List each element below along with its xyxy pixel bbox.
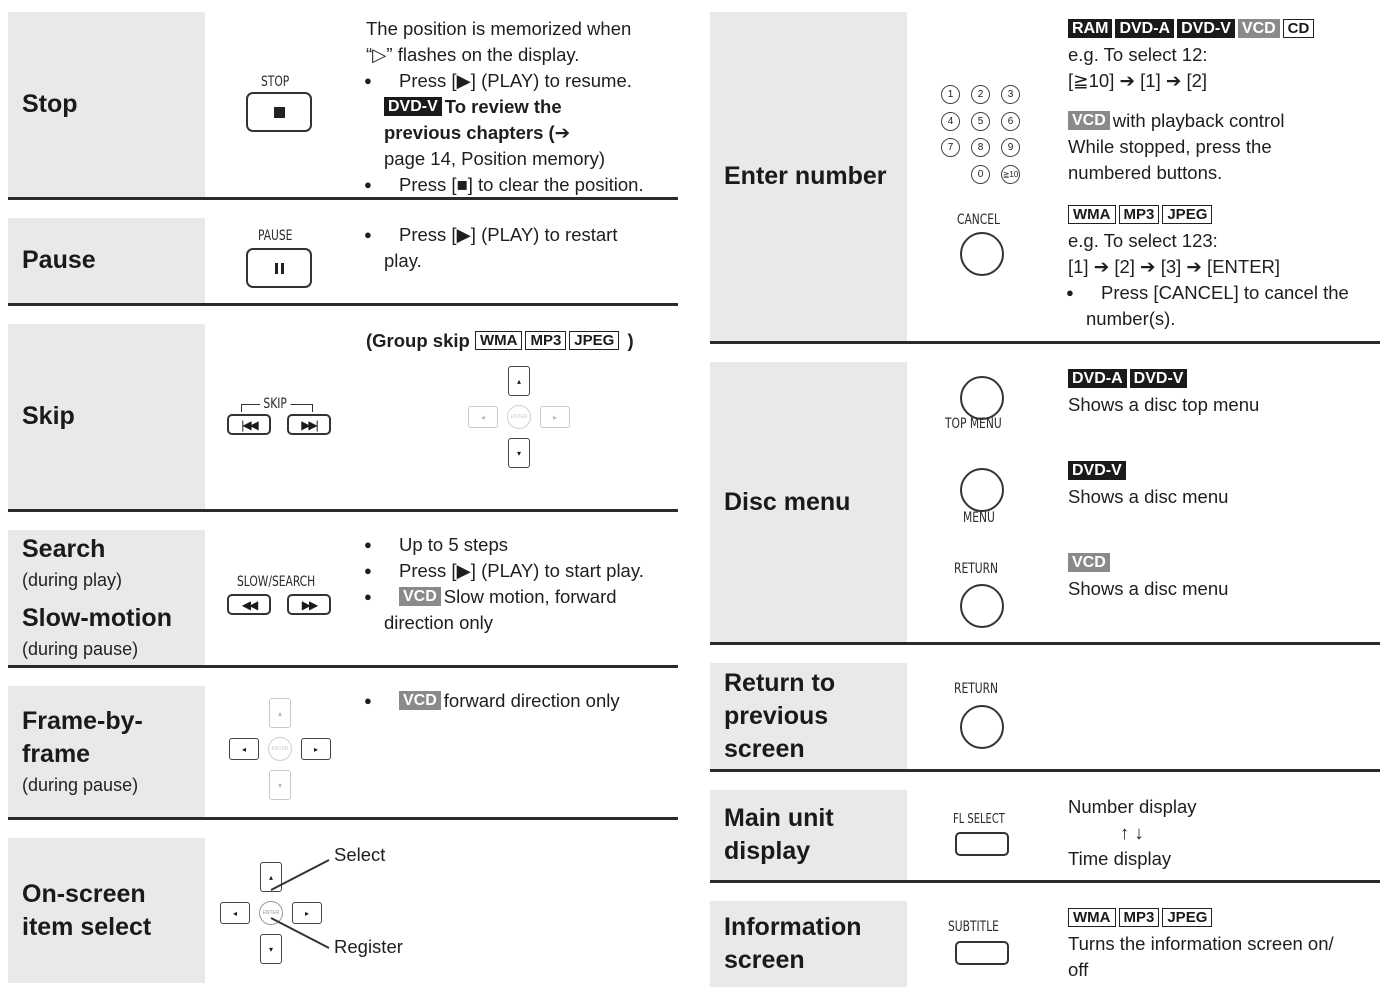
title-slow-sub: (during pause)	[22, 638, 139, 659]
search-bullet-steps: ● Up to 5 steps	[366, 532, 678, 558]
button-zone	[205, 324, 353, 509]
dpad-right-button[interactable]: ▸	[301, 738, 331, 760]
title-info-a: Information	[724, 913, 862, 941]
dpad-left-button[interactable]: ◂	[220, 902, 250, 924]
dpad-up-button[interactable]: ▴	[260, 862, 282, 892]
eg2: e.g. To select 123:	[1068, 230, 1218, 251]
return-label: RETURN	[954, 561, 999, 577]
title-skip: Skip	[22, 402, 75, 430]
title-info-b: screen	[724, 946, 805, 974]
skip-description	[366, 328, 678, 354]
number-display: Number display	[1068, 796, 1197, 817]
vcd-tag: VCD	[399, 587, 441, 606]
number-2-button[interactable]: 2	[971, 85, 990, 104]
row-enter-number	[710, 12, 1380, 344]
info-tags: WMA MP3 JPEG	[1068, 905, 1380, 931]
number-4-button[interactable]: 4	[941, 112, 960, 131]
cancel-label: CANCEL	[957, 212, 1001, 228]
skip-previous-button[interactable]	[227, 414, 271, 435]
number-5-button[interactable]: 5	[971, 112, 990, 131]
title-enter-number: Enter number	[724, 162, 887, 190]
title-disc-menu: Disc menu	[724, 487, 851, 516]
time-display: Time display	[1068, 848, 1172, 869]
number-7-button[interactable]: 7	[941, 138, 960, 157]
row-pause	[8, 218, 678, 306]
dpad-right-button[interactable]: ▸	[540, 406, 570, 428]
tags1: DVD-A DVD-V	[1068, 366, 1380, 392]
row-disc-menu	[710, 362, 1380, 645]
info-description	[1068, 905, 1380, 983]
slow-search-label: SLOW/SEARCH	[237, 574, 316, 590]
dpad-down-button[interactable]: ▾	[269, 770, 291, 800]
text1: Shows a disc top menu	[1068, 394, 1260, 415]
frame-bullet: ● VCD forward direction only	[366, 688, 678, 714]
toggle-arrows: ↑ ↓	[1120, 822, 1144, 843]
title-stop: Stop	[22, 90, 78, 118]
row-title	[8, 324, 205, 509]
eg1: e.g. To select 12:	[1068, 44, 1208, 65]
row-title	[8, 12, 205, 197]
seq2: [1] ➔ [2] ➔ [3] ➔ [ENTER]	[1068, 256, 1281, 277]
frame-description	[366, 688, 678, 714]
wma-tag: WMA	[475, 331, 523, 350]
pause-icon	[275, 263, 284, 274]
dpad-enter-button[interactable]: ENTER	[507, 405, 531, 429]
title-return-b: previous	[724, 701, 829, 730]
group-skip-line: (Group skip WMA MP3 JPEG )	[366, 330, 634, 351]
skip-next-icon: ▶▶|	[301, 417, 317, 432]
tags2: DVD-V	[1068, 458, 1380, 484]
number-9-button[interactable]: 9	[1001, 138, 1020, 157]
dpad-down-button[interactable]: ▾	[508, 438, 530, 468]
fast-forward-icon: ▶▶	[301, 597, 317, 612]
button-zone	[907, 362, 1055, 642]
title-onscreen-a: On-screen	[22, 879, 146, 908]
title-main-b: display	[724, 837, 811, 865]
button-zone	[205, 12, 353, 197]
number-3-button[interactable]: 3	[1001, 85, 1020, 104]
vcd-line2: While stopped, press the	[1068, 136, 1272, 157]
text2: Shows a disc menu	[1068, 486, 1229, 507]
row-search	[8, 530, 678, 668]
main-display-description	[1068, 794, 1380, 872]
row-info	[710, 901, 1380, 987]
row-return	[710, 663, 1380, 772]
rewind-icon: ◀◀	[241, 597, 257, 612]
jpeg-tag: JPEG	[569, 331, 619, 350]
subtitle-label: SUBTITLE	[948, 919, 999, 935]
skip-previous-icon: |◀◀	[241, 417, 257, 432]
dpad-right-button[interactable]: ▸	[292, 902, 322, 924]
top-menu-label: TOP MENU	[945, 416, 1002, 432]
dpad-left-button[interactable]: ◂	[229, 738, 259, 760]
return-button[interactable]	[960, 705, 1004, 749]
cancel-button[interactable]	[960, 232, 1004, 276]
search-bullet-vcd: ● VCD Slow motion, forward	[366, 584, 678, 610]
title-onscreen-b: item select	[22, 912, 152, 941]
title-main-a: Main unit	[724, 804, 834, 832]
row-title	[710, 362, 907, 642]
skip-dpad	[468, 366, 578, 476]
stop-bullet-resume: ● Press [▶] (PLAY) to resume.	[366, 68, 678, 94]
search-bullet-play: ● Press [▶] (PLAY) to start play.	[366, 558, 678, 584]
row-title	[710, 663, 907, 769]
stop-review-b: previous chapters (➔	[384, 122, 571, 143]
search-description	[366, 532, 678, 636]
skip-next-button[interactable]	[287, 414, 331, 435]
row-title	[8, 838, 205, 983]
row-main-display	[710, 790, 1380, 883]
register-callout: Register	[334, 936, 403, 957]
stop-icon	[274, 107, 285, 118]
dpad-down-button[interactable]: ▾	[260, 934, 282, 964]
stop-review: DVD-V To review the	[366, 94, 678, 120]
number-8-button[interactable]: 8	[971, 138, 990, 157]
dpad-left-button[interactable]: ◂	[468, 406, 498, 428]
vcd-line: VCD with playback control	[1068, 108, 1380, 134]
stop-line2: “▷” flashes on the display.	[366, 44, 580, 65]
search-forward-button[interactable]	[287, 594, 331, 615]
select-callout: Select	[334, 844, 386, 865]
number-0-button[interactable]: 0	[971, 165, 990, 184]
info-line2: off	[1068, 959, 1089, 980]
info-line1: Turns the information screen on/	[1068, 933, 1334, 954]
number-10-button[interactable]: ≧10	[1001, 165, 1020, 184]
menu-button[interactable]	[960, 468, 1004, 512]
row-frame	[8, 686, 678, 820]
dpad-up-button[interactable]: ▴	[508, 366, 530, 396]
dvd-v-tag: DVD-V	[384, 97, 442, 116]
title-return-c: screen	[724, 734, 805, 763]
button-zone	[907, 790, 1055, 880]
row-title	[710, 12, 907, 341]
title-return-a: Return to	[724, 668, 836, 697]
menu-label: MENU	[963, 510, 995, 526]
button-zone	[205, 530, 353, 665]
row-title	[8, 218, 205, 303]
search-back-button[interactable]	[227, 594, 271, 615]
button-zone	[907, 663, 1055, 769]
dpad-enter-button[interactable]: ENTER	[259, 901, 283, 925]
subtitle-button[interactable]	[955, 941, 1009, 965]
pause-bullet-b: play.	[384, 250, 422, 271]
stop-button-label: STOP	[261, 74, 290, 90]
stop-button[interactable]	[246, 92, 312, 132]
search-bullet-vcd-b: direction only	[384, 612, 494, 633]
button-zone	[205, 218, 353, 303]
title-pause: Pause	[22, 246, 96, 274]
row-skip	[8, 324, 678, 512]
pause-bullet: ● Press [▶] (PLAY) to restart	[366, 222, 678, 248]
tags-top: RAM DVD-A DVD-V VCD CD	[1068, 16, 1380, 42]
skip-button-label: SKIP	[260, 396, 290, 412]
row-title	[8, 530, 205, 665]
text3: Shows a disc menu	[1068, 578, 1229, 599]
number-1-button[interactable]: 1	[941, 85, 960, 104]
fl-select-label: FL SELECT	[953, 812, 1005, 827]
row-title	[8, 686, 205, 817]
title-search: Search	[22, 534, 106, 563]
title-frame-a: Frame-by-	[22, 706, 143, 735]
title-slow-motion: Slow-motion	[22, 603, 172, 632]
enter-number-description	[1068, 16, 1380, 332]
cancel-bullet-b: number(s).	[1086, 308, 1176, 329]
top-menu-button[interactable]	[960, 376, 1004, 420]
vcd-tag: VCD	[399, 691, 441, 710]
stop-description	[366, 16, 678, 198]
seq1: [≧10] ➔ [1] ➔ [2]	[1068, 70, 1208, 91]
vcd-line3: numbered buttons.	[1068, 162, 1223, 183]
return-label: RETURN	[954, 681, 999, 697]
return-button[interactable]	[960, 584, 1004, 628]
cancel-bullet: ● Press [CANCEL] to cancel the	[1068, 280, 1380, 306]
stop-line1: The position is memorized when	[366, 18, 632, 39]
dpad-enter-button[interactable]: ENTER	[268, 737, 292, 761]
frame-dpad	[229, 698, 339, 808]
title-frame-b: frame	[22, 739, 91, 768]
pause-description	[366, 222, 678, 274]
title-search-sub: (during play)	[22, 569, 123, 590]
disc-menu-description	[1068, 366, 1380, 602]
tags-mid: WMA MP3 JPEG	[1068, 202, 1380, 228]
fl-select-button[interactable]	[955, 832, 1009, 856]
row-onscreen	[8, 838, 678, 987]
button-zone	[907, 901, 1055, 987]
stop-bullet-clear: ● Press [■] to clear the position.	[366, 172, 678, 198]
number-6-button[interactable]: 6	[1001, 112, 1020, 131]
tags3: VCD	[1068, 550, 1380, 576]
row-stop	[8, 12, 678, 200]
dpad-up-button[interactable]: ▴	[269, 698, 291, 728]
pause-button[interactable]	[246, 248, 312, 288]
row-title	[710, 901, 907, 987]
mp3-tag: MP3	[525, 331, 566, 350]
pause-button-label: PAUSE	[258, 228, 293, 244]
button-zone	[907, 12, 1055, 341]
title-frame-sub: (during pause)	[22, 774, 139, 795]
stop-review-c: page 14, Position memory)	[384, 148, 606, 169]
row-title	[710, 790, 907, 880]
